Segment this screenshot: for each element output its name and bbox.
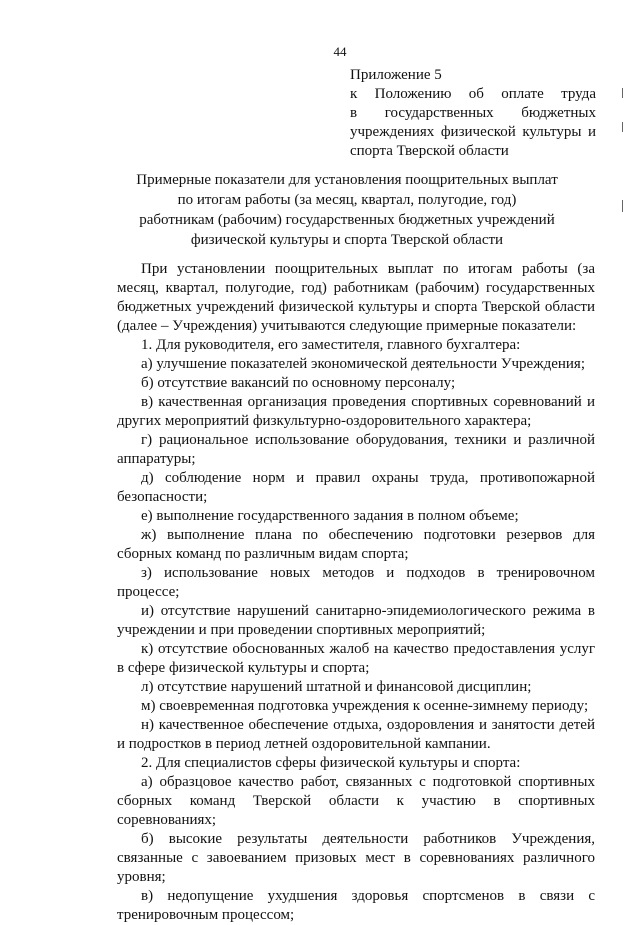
- scan-mark: [622, 88, 623, 98]
- appendix-title: Приложение 5: [350, 67, 442, 83]
- appendix-line: в государственных бюджетных: [350, 105, 596, 121]
- list-item: а) образцовое качество работ, связанных с подготовкой спортивных сборных команд Тверской области к участию в спортивных соревнованиях;: [117, 774, 595, 828]
- list-item: б) отсутствие вакансий по основному персоналу;: [141, 375, 456, 391]
- list-item: г) рациональное использование оборудования, техники и различной аппаратуры;: [117, 432, 595, 467]
- list-item: и) отсутствие нарушений санитарно-эпидемиологического режима в учреждении и при проведении спортивных мероприятий;: [117, 603, 595, 638]
- list-item: в) качественная организация проведения спортивных соревнований и других мероприятий физкультурно-оздоровительного характера;: [117, 394, 595, 429]
- appendix-line: учреждениях физической культуры и: [350, 124, 596, 140]
- list-item: н) качественное обеспечение отдыха, оздоровления и занятости детей и подростков в период летней оздоровительной кампании.: [117, 717, 595, 752]
- heading-line: работникам (рабочим) государственных бюджетных учреждений: [139, 212, 555, 228]
- document-heading: [100, 170, 594, 250]
- scan-mark: [622, 200, 623, 212]
- heading-line: Примерные показатели для установления поощрительных выплат: [136, 172, 558, 188]
- list-item: з) использование новых методов и подходов в тренировочном процессе;: [117, 565, 595, 600]
- list-item: б) высокие результаты деятельности работников Учреждения, связанные с завоеванием призовых мест в соревнованиях различного уровня;: [117, 831, 595, 885]
- appendix-line: к Положению об оплате труда: [350, 86, 596, 102]
- document-body: [117, 260, 595, 925]
- list-item: в) недопущение ухудшения здоровья спортсменов в связи с тренировочным процессом;: [117, 888, 595, 923]
- page-number: 44: [333, 44, 347, 59]
- heading-line: по итогам работы (за месяц, квартал, полугодие, год): [177, 192, 517, 208]
- list-item: е) выполнение государственного задания в полном объеме;: [141, 508, 519, 524]
- list-item: к) отсутствие обоснованных жалоб на качество предоставления услуг в сфере физической культуры и спорта;: [117, 641, 595, 676]
- appendix-line: спорта Тверской области: [350, 143, 509, 159]
- scan-mark: [622, 122, 623, 132]
- list-item: ж) выполнение плана по обеспечению подготовки резервов для сборных команд по различным видам спорта;: [117, 527, 595, 562]
- list-item: д) соблюдение норм и правил охраны труда, противопожарной безопасности;: [117, 470, 595, 505]
- list-item: л) отсутствие нарушений штатной и финансовой дисциплин;: [141, 679, 532, 695]
- intro-paragraph: При установлении поощрительных выплат по итогам работы (за месяц, квартал, полугодие, год) работникам (рабочим) государственных бюджетных учреждений физической культуры и спорта Тверской области (далее – Учреждения) учитываются следующие примерные показатели:: [117, 261, 595, 334]
- section-heading: 1. Для руководителя, его заместителя, главного бухгалтера:: [141, 337, 521, 353]
- list-item: а) улучшение показателей экономической деятельности Учреждения;: [141, 356, 585, 372]
- appendix-header: [350, 66, 596, 161]
- heading-line: физической культуры и спорта Тверской области: [190, 232, 504, 248]
- list-item: м) своевременная подготовка учреждения к осенне-зимнему периоду;: [141, 698, 589, 714]
- section-heading: 2. Для специалистов сферы физической культуры и спорта:: [141, 755, 521, 771]
